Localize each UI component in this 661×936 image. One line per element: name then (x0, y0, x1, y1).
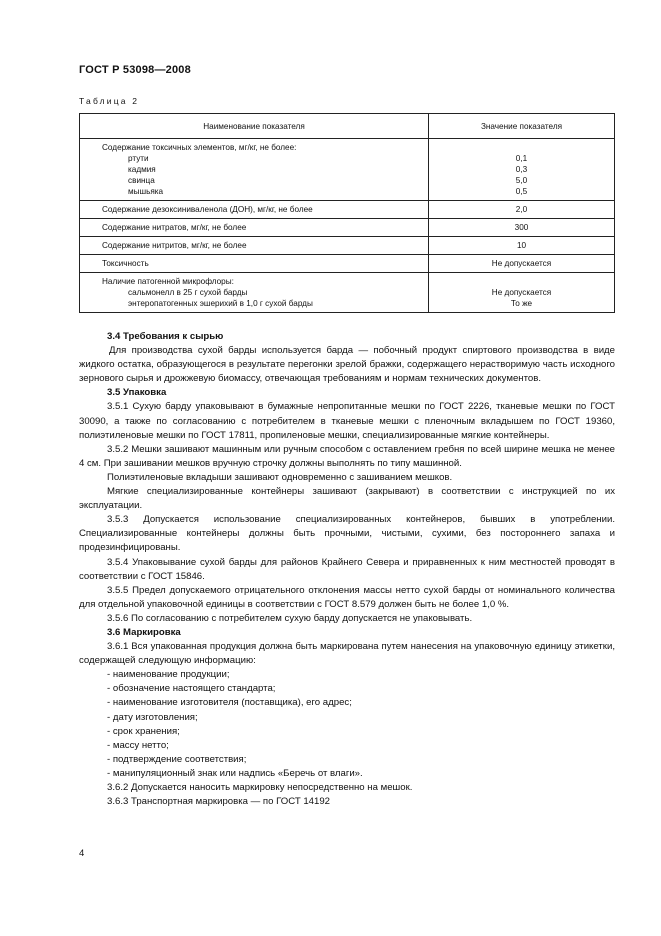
paragraph: Для производства сухой барды используется барда — побочный продукт спиртового производства в виде жидкого остатка, образующегося в результате перегонки зрелой бражки, содержащего нерастворимую часть исходного зернового сырья и дрожжевую биомассу, отвечающая требованиям и нормам технических документов. (79, 345, 615, 385)
list-item: - срок хранения; (107, 725, 180, 737)
row-title: Наличие патогенной микрофлоры: (102, 277, 234, 286)
paragraph: 3.5.2 Мешки зашивают машинным или ручным способом с оставлением гребня по всей ширине мешка не менее 4 см. При зашивании мешков вручную строчку должны выполнять по типу машинной. (79, 443, 615, 469)
sub-value: 0,1 (515, 154, 528, 163)
table-cell-value: 10 (429, 237, 615, 255)
table-cell-value (429, 273, 615, 313)
table-cell-name: Содержание нитритов, мг/кг, не более (80, 237, 429, 255)
paragraph: Мягкие специализированные контейнеры зашивают (закрывают) в соответствии с инструкцией по их эксплуатации. (79, 486, 615, 512)
table-header-row (80, 114, 615, 139)
sub-item: кадмия (128, 165, 156, 174)
table-row (80, 255, 615, 273)
table-cell-value: 300 (429, 219, 615, 237)
sub-item: энтеропатогенных эшерихий в 1,0 г сухой барды (128, 299, 313, 308)
list-item: - массу нетто; (107, 739, 169, 751)
page-number: 4 (79, 848, 85, 859)
paragraph: 3.6.2 Допускается наносить маркировку непосредственно на мешок. (107, 782, 413, 793)
column-header-name: Наименование показателя (80, 114, 429, 139)
paragraph: 3.5.5 Предел допускаемого отрицательного отклонения массы нетто сухой барды от номинального количества для отдельной упаковочной единицы в соответствии с ГОСТ 8.579 должен быть не более 1,0 %. (79, 584, 615, 610)
sub-value: Не допускается (491, 288, 552, 297)
list-item: - манипуляционный знак или надпись «Беречь от влаги». (107, 767, 363, 779)
paragraph: 3.5.6 По согласованию с потребителем сухую барду допускается не упаковывать. (107, 612, 473, 624)
document-header: ГОСТ Р 53098—2008 (79, 64, 191, 76)
table-row (80, 201, 615, 219)
paragraph: 3.5.4 Упаковывание сухой барды для районов Крайнего Севера и приравненных к ним местностей проводят в соответствии с ГОСТ 15846. (79, 556, 615, 582)
list-item: - наименование изготовителя (поставщика), его адрес; (107, 697, 352, 709)
sub-item: сальмонелл в 25 г сухой барды (128, 288, 248, 297)
sub-item: мышьяка (128, 187, 164, 196)
section-heading: 3.4 Требования к сырью (107, 331, 224, 342)
table-cell-name: Содержание дезоксиниваленола (ДОН), мг/кг, не более (80, 201, 429, 219)
sub-value: То же (510, 299, 533, 308)
list-item: - обозначение настоящего стандарта; (107, 683, 276, 695)
sub-item: свинца (128, 176, 155, 185)
table-row (80, 273, 615, 313)
paragraph: 3.6.3 Транспортная маркировка — по ГОСТ 14192 (107, 796, 331, 808)
indicators-table (79, 113, 615, 313)
document-body (79, 330, 615, 809)
table-row (80, 237, 615, 255)
paragraph: 3.6.1 Вся упакованная продукция должна быть маркирована путем нанесения на упаковочную единицу этикетки, содержащей следующую информацию: (79, 641, 615, 667)
paragraph: Полиэтиленовые вкладыши зашивают одновременно с зашиванием мешков. (107, 471, 453, 483)
table-caption: Таблица 2 (79, 96, 140, 106)
table-cell-value (429, 139, 615, 201)
table-row (80, 219, 615, 237)
table-row (80, 139, 615, 201)
list-item: - дату изготовления; (107, 711, 198, 723)
sub-value: 0,5 (515, 187, 528, 196)
sub-value: 0,3 (515, 165, 528, 174)
table-cell-name: Содержание нитратов, мг/кг, не более (80, 219, 429, 237)
column-header-value: Значение показателя (429, 114, 615, 139)
list-item: - подтверждение соответствия; (107, 753, 247, 765)
paragraph: 3.5.3 Допускается использование специализированных контейнеров, бывших в употреблении. Специализированные контейнеры должны быть прочными, чистыми, сухими, без постороннего запаха и продезинфицированы. (79, 514, 615, 554)
table-cell-value: Не допускается (429, 255, 615, 273)
section-heading: 3.6 Маркировка (107, 626, 181, 638)
table-cell-name (80, 273, 429, 313)
table-cell-name: Токсичность (80, 255, 429, 273)
paragraph: 3.5.1 Сухую барду упаковывают в бумажные непропитанные мешки по ГОСТ 2226, тканевые мешки по ГОСТ 30090, а также по согласованию с потребителем в тканевые мешки с пленочным вкладышем по ГОСТ 19360, полиэтиленовые мешки по ГОСТ 17811, пропиленовые мешки, специализированные мягкие контейнеры. (79, 401, 615, 441)
list-item: - наименование продукции; (107, 669, 230, 681)
row-title: Содержание токсичных элементов, мг/кг, не более: (102, 143, 297, 152)
sub-item: ртути (128, 154, 149, 163)
table-cell-value: 2,0 (429, 201, 615, 219)
table-cell-name (80, 139, 429, 201)
sub-value: 5,0 (515, 176, 528, 185)
section-heading: 3.5 Упаковка (107, 387, 167, 399)
